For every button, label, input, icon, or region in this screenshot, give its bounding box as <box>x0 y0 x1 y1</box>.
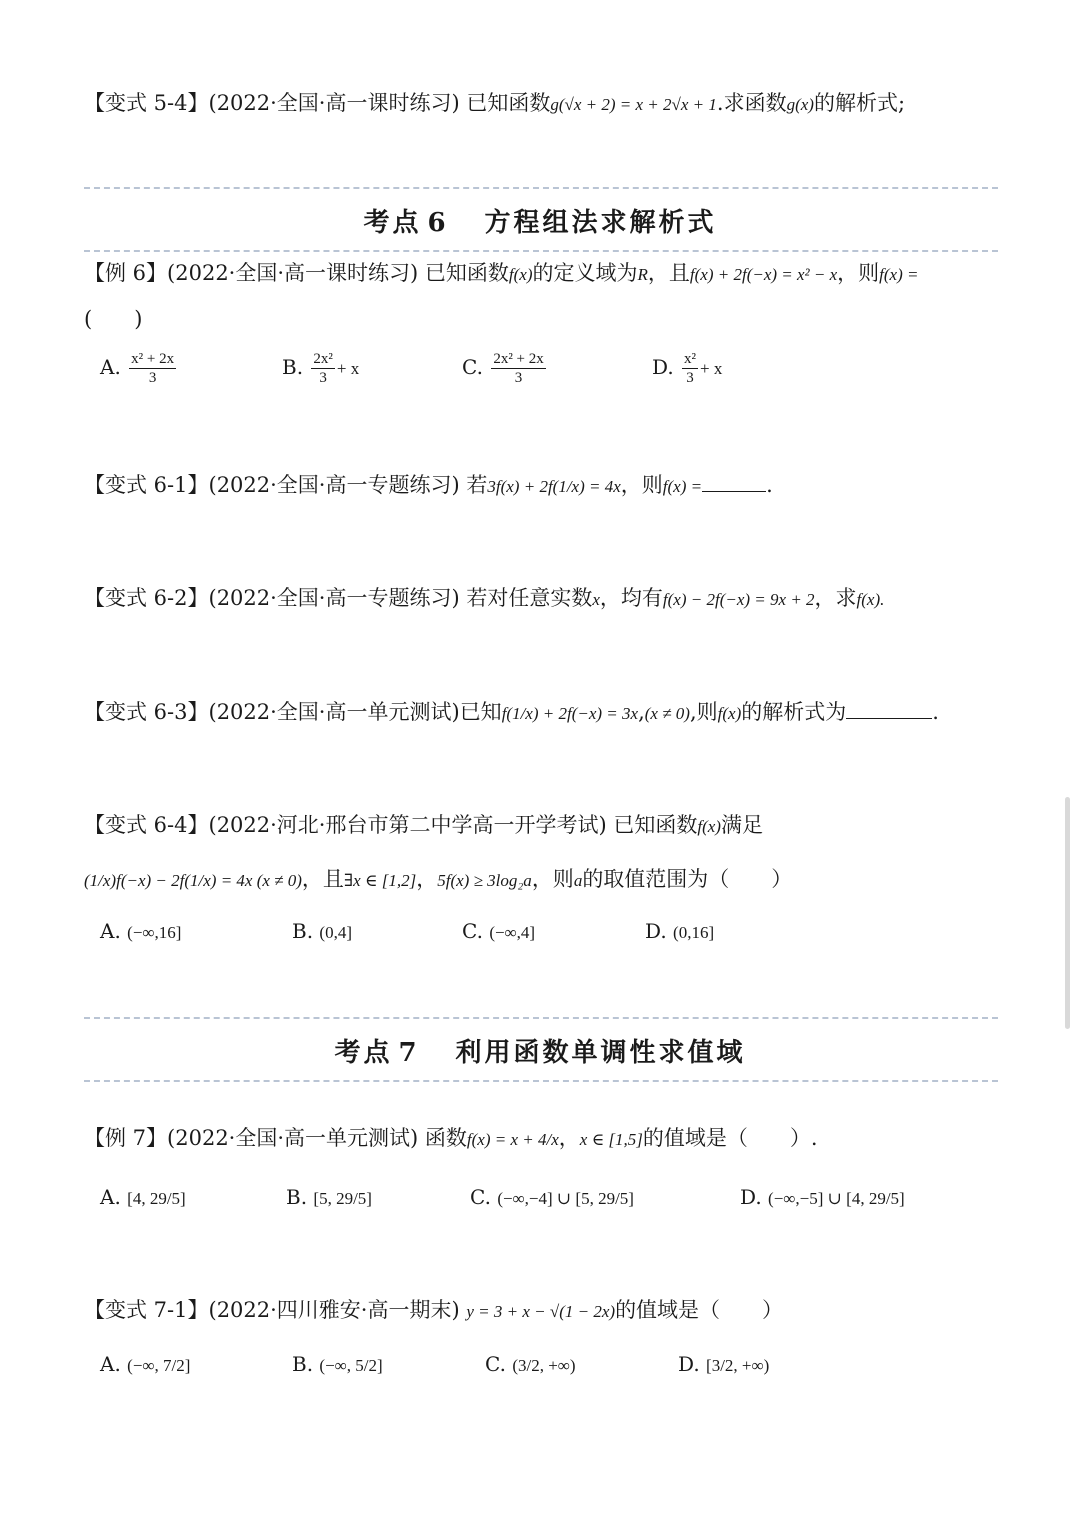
problem-source: (2022·河北·邢台市第二中学高一开学考试) <box>208 813 607 837</box>
problem-text: ，均有 <box>599 586 663 610</box>
fraction: $\frac{\text{x²}}{3}$ <box>684 351 697 386</box>
answer-blank <box>702 472 766 492</box>
option-b: B. [5, 29/5] <box>286 1185 372 1209</box>
section-label: 考点 <box>334 1038 393 1068</box>
math-expression: R <box>637 265 648 284</box>
problem-text: 的值域是（ ）. <box>642 1126 818 1150</box>
option-d: D. (−∞,−5] ∪ [4, 29/5] <box>740 1185 905 1209</box>
section-title-7 <box>0 1032 1080 1069</box>
fraction: $\frac{\text{2x² + 2x}}{3}$ <box>493 351 544 386</box>
problem-text: 的取值范围为（ ） <box>582 867 793 891</box>
option-a: A. (−∞, 7/2] <box>100 1352 191 1376</box>
problem-text: .求函数 <box>716 91 787 115</box>
problem-text: 若对任意实数 <box>466 586 593 610</box>
math-expression: x <box>592 590 600 609</box>
math-expression: g(x) <box>786 95 814 114</box>
option-c: C. (−∞,−4] ∪ [5, 29/5] <box>470 1185 634 1209</box>
math-expression: a <box>573 871 583 890</box>
section-heading: 利用函数单调性求值域 <box>455 1038 746 1068</box>
problem-source: (2022·全国·高一课时练习) <box>208 91 460 115</box>
problem-source: (2022·四川雅安·高一期末) <box>208 1298 460 1322</box>
math-expression: f(x) − 2f(−x) = 9x + 2 <box>662 590 815 609</box>
math-expression: (1/x)f(−x) − 2f(1/x) = 4x (x ≠ 0) <box>84 871 302 890</box>
problem-example-7 <box>84 1123 818 1155</box>
option-a: A. (−∞,16] <box>100 919 182 943</box>
problem-tag: 【变式 6-4】 <box>84 813 209 837</box>
section-divider <box>84 1080 998 1082</box>
answer-paren: ( ) <box>84 307 143 331</box>
problem-text: ,则 <box>689 700 718 724</box>
problem-text: 的定义域为 <box>532 261 638 285</box>
section-divider <box>84 187 998 189</box>
problem-source: (2022·全国·高一课时练习) <box>167 261 419 285</box>
problem-text: ，则 <box>620 473 663 497</box>
problem-source: (2022·全国·高一专题练习) <box>208 473 460 497</box>
math-expression: f(x). <box>856 590 885 609</box>
problem-text: 已知函数 <box>466 91 551 115</box>
option-c: C. $\frac{\text{2x² + 2x}}{3}$ <box>462 351 544 386</box>
math-expression: f(x) = <box>879 265 919 284</box>
fraction: $\frac{\text{2x²}}{3}$ <box>313 351 333 386</box>
answer-blank <box>846 699 932 719</box>
problem-variant-6-3: 【变式 6-3】(2022·全国·高一单元测试)已知f(1/x) + 2f(−x) = 3x,(x ≠ 0),则f(x)的解析式为 . <box>84 700 939 724</box>
section-number: 6 <box>427 208 449 238</box>
option-c: C. (3/2, +∞) <box>485 1352 576 1376</box>
problem-tag: 【变式 7-1】 <box>84 1298 209 1322</box>
problem-text: 已知函数 <box>424 261 509 285</box>
problem-variant-6-4-cont <box>84 864 792 896</box>
problem-source: (2022·全国·高一单元测试) <box>167 1126 419 1150</box>
math-expression: 5f(x) ≥ 3log₂a <box>437 871 532 890</box>
option-c: C. (−∞,4] <box>462 919 536 943</box>
math-expression: f(x) <box>697 817 721 836</box>
section-label: 考点 <box>363 208 422 238</box>
problem-text: 满足 <box>720 813 763 837</box>
problem-text: 的值域是（ ） <box>615 1298 784 1322</box>
problem-source: (2022·全国·高一专题练习) <box>208 586 460 610</box>
option-a: A. [4, 29/5] <box>100 1185 186 1209</box>
option-b: B. (−∞, 5/2] <box>292 1352 383 1376</box>
math-expression: f(x) <box>508 265 533 284</box>
option-b: B. (0,4] <box>292 919 352 943</box>
math-expression: f(x) = <box>662 477 703 496</box>
problem-variant-6-2 <box>84 583 884 615</box>
scrollbar-thumb[interactable] <box>1065 797 1070 1029</box>
math-expression: (x ≠ 0) <box>644 704 690 723</box>
section-divider <box>84 250 998 252</box>
problem-text: ， <box>558 1126 580 1150</box>
problem-tag: 【变式 6-1】 <box>84 473 209 497</box>
math-expression: f(1/x) + 2f(−x) = 3x <box>501 704 639 723</box>
problem-text: 已知函数 <box>613 813 698 837</box>
problem-text: ，且 <box>301 867 344 891</box>
problem-text: ，则 <box>837 261 880 285</box>
problem-text: ，则 <box>531 867 574 891</box>
problem-text: ，求 <box>814 586 857 610</box>
problem-text: 已知 <box>459 700 502 724</box>
math-expression: x ∈ [1,5] <box>579 1130 643 1149</box>
math-expression: f(x) <box>717 704 742 723</box>
problem-tag: 【变式 5-4】 <box>84 91 209 115</box>
problem-tag: 【变式 6-3】 <box>84 700 209 724</box>
section-title-6 <box>0 202 1080 239</box>
problem-text: ， <box>416 867 438 891</box>
section-heading: 方程组法求解析式 <box>484 208 717 238</box>
option-d: D. $\frac{\text{x²}}{3}$ + x <box>652 351 723 386</box>
problem-tag: 【例 6】 <box>84 261 168 285</box>
option-b: B. $\frac{\text{2x²}}{3}$ + x <box>282 351 360 386</box>
problem-variant-5-4 <box>84 88 905 120</box>
option-d: D. (0,16] <box>645 919 715 943</box>
problem-variant-6-4 <box>84 810 763 842</box>
math-expression: g(√x + 2) = x + 2√x + 1 <box>550 95 717 114</box>
math-expression: f(x) = x + 4/x <box>466 1130 559 1149</box>
problem-text: 的解析式; <box>813 91 906 115</box>
problem-variant-7-1 <box>84 1295 783 1327</box>
problem-text: , <box>638 700 645 724</box>
problem-tag: 【变式 6-2】 <box>84 586 209 610</box>
option-d: D. [3/2, +∞) <box>678 1352 770 1376</box>
problem-text: 函数 <box>424 1126 467 1150</box>
fraction: $\frac{\text{x² + 2x}}{3}$ <box>131 351 175 386</box>
problem-text: 若 <box>466 473 488 497</box>
problem-example-6 <box>84 258 918 290</box>
math-expression: y = 3 + x − √(1 − 2x) <box>466 1302 616 1321</box>
problem-variant-6-1: 【变式 6-1】(2022·全国·高一专题练习) 若3f(x) + 2f(1/x) = 4x，则f(x) = . <box>84 473 773 497</box>
problem-source: (2022·全国·高一单元测试) <box>208 700 460 724</box>
problem-tag: 【例 7】 <box>84 1126 168 1150</box>
option-a: A. $\frac{\text{x² + 2x}}{3}$ <box>100 351 175 386</box>
section-number: 7 <box>398 1038 420 1068</box>
math-expression: 3f(x) + 2f(1/x) = 4x <box>487 477 621 496</box>
problem-text: 的解析式为 <box>741 700 847 724</box>
section-divider <box>84 1017 998 1019</box>
math-expression: f(x) + 2f(−x) = x² − x <box>689 265 838 284</box>
problem-text: ，且 <box>647 261 690 285</box>
math-expression: ∃x ∈ [1,2] <box>343 871 417 890</box>
